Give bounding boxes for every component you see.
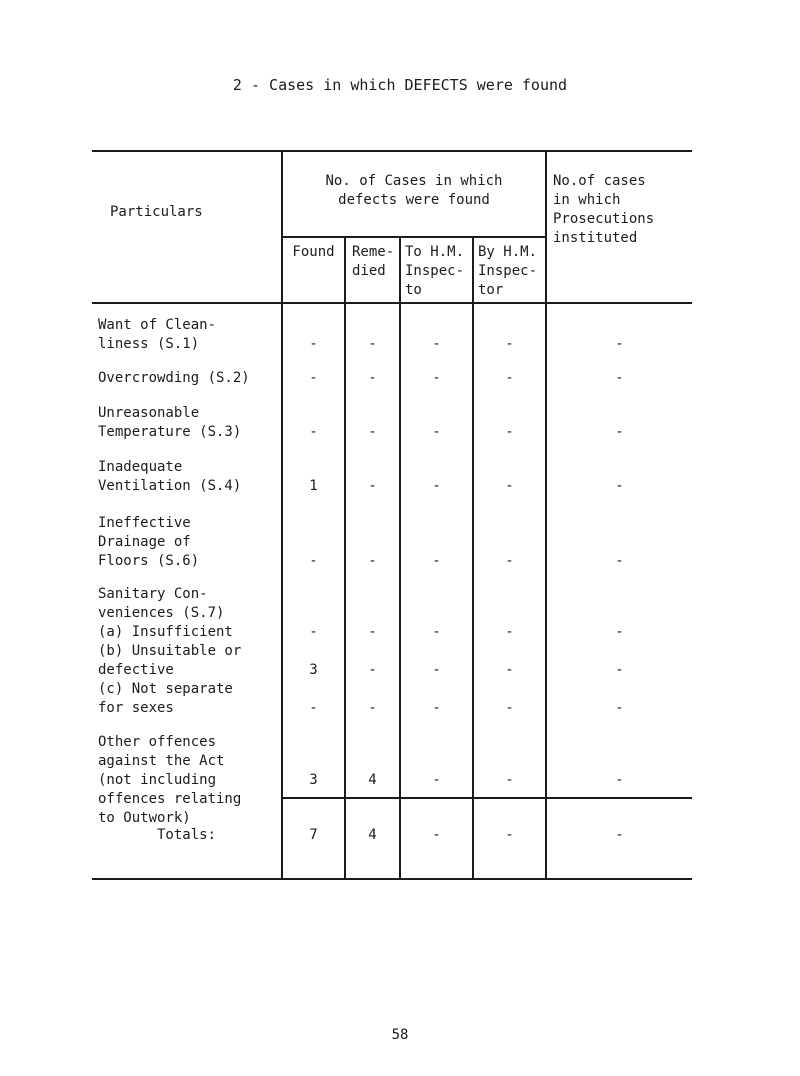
page-number: 58	[391, 1027, 409, 1043]
header-prosecutions: No.of cases in which Prosecutions instituted	[553, 173, 655, 246]
row-sanitary-insufficient-to-hm: -	[432, 624, 441, 640]
row-label-ventilation: Inadequate Ventilation (S.4)	[98, 459, 242, 494]
row-overcrowding-prosecutions: -	[615, 370, 624, 386]
header-by-hm: By H.M. Inspec- tor	[478, 244, 538, 298]
row-overcrowding-remedied: -	[368, 370, 377, 386]
header-particulars: Particulars	[110, 204, 203, 220]
row-ventilation-found: 1	[309, 478, 318, 494]
row-label-drainage: Ineffective Drainage of Floors (S.6)	[98, 515, 200, 569]
header-found: Found	[292, 244, 335, 260]
row-unsuitable-to-hm: -	[432, 662, 441, 678]
row-temperature-by-hm: -	[505, 424, 514, 440]
row-temperature-prosecutions: -	[615, 424, 624, 440]
header-to-hm: To H.M. Inspec- to	[405, 244, 465, 298]
row-not-separate-remedied: -	[368, 700, 377, 716]
row-other-offences-remedied: 4	[368, 772, 377, 788]
row-cleanliness-to-hm: -	[432, 336, 441, 352]
subheader-rule	[283, 236, 547, 238]
header-bottom-rule	[92, 302, 692, 304]
row-overcrowding-to-hm: -	[432, 370, 441, 386]
row-drainage-by-hm: -	[505, 553, 514, 569]
row-cleanliness-found: -	[309, 336, 318, 352]
row-ventilation-to-hm: -	[432, 478, 441, 494]
row-sanitary-insufficient-prosecutions: -	[615, 624, 624, 640]
totals-to-hm: -	[432, 827, 441, 843]
row-overcrowding-by-hm: -	[505, 370, 514, 386]
totals-label: Totals:	[156, 827, 216, 843]
row-label-other-offences: Other offences against the Act (not including offences relating to Outwork)	[98, 734, 242, 826]
header-group: No. of Cases in which defects were found	[325, 173, 503, 208]
row-temperature-found: -	[309, 424, 318, 440]
row-drainage-prosecutions: -	[615, 553, 624, 569]
row-drainage-remedied: -	[368, 553, 377, 569]
row-label-overcrowding: Overcrowding (S.2)	[98, 370, 250, 386]
row-sanitary-insufficient-found: -	[309, 624, 318, 640]
row-not-separate-found: -	[309, 700, 318, 716]
row-cleanliness-remedied: -	[368, 336, 377, 352]
row-not-separate-prosecutions: -	[615, 700, 624, 716]
row-overcrowding-found: -	[309, 370, 318, 386]
row-drainage-to-hm: -	[432, 553, 441, 569]
row-unsuitable-by-hm: -	[505, 662, 514, 678]
row-temperature-remedied: -	[368, 424, 377, 440]
row-unsuitable-found: 3	[309, 662, 318, 678]
row-other-offences-found: 3	[309, 772, 318, 788]
header-remedied: Reme- died	[352, 244, 395, 279]
row-label-sanitary-insufficient: Sanitary Con- veniences (S.7) (a) Insufficient	[98, 586, 233, 640]
row-label-not-separate: (c) Not separate for sexes	[98, 681, 233, 716]
totals-found: 7	[309, 827, 318, 843]
row-other-offences-by-hm: -	[505, 772, 514, 788]
row-sanitary-insufficient-remedied: -	[368, 624, 377, 640]
totals-by-hm: -	[505, 827, 514, 843]
row-ventilation-remedied: -	[368, 478, 377, 494]
row-not-separate-by-hm: -	[505, 700, 514, 716]
row-label-temperature: Unreasonable Temperature (S.3)	[98, 405, 242, 440]
row-ventilation-by-hm: -	[505, 478, 514, 494]
row-sanitary-insufficient-by-hm: -	[505, 624, 514, 640]
table-top-rule	[92, 150, 692, 152]
col-rule-by-hm	[545, 150, 547, 879]
row-label-unsuitable: (b) Unsuitable or defective	[98, 643, 242, 678]
row-cleanliness-prosecutions: -	[615, 336, 624, 352]
page-title: 2 - Cases in which DEFECTS were found	[232, 76, 568, 94]
totals-remedied: 4	[368, 827, 377, 843]
table-bottom-rule	[92, 878, 692, 880]
row-temperature-to-hm: -	[432, 424, 441, 440]
row-cleanliness-by-hm: -	[505, 336, 514, 352]
row-other-offences-prosecutions: -	[615, 772, 624, 788]
row-unsuitable-remedied: -	[368, 662, 377, 678]
row-not-separate-to-hm: -	[432, 700, 441, 716]
totals-prosecutions: -	[615, 827, 624, 843]
row-drainage-found: -	[309, 553, 318, 569]
row-unsuitable-prosecutions: -	[615, 662, 624, 678]
row-other-offences-to-hm: -	[432, 772, 441, 788]
row-ventilation-prosecutions: -	[615, 478, 624, 494]
row-label-cleanliness: Want of Clean- liness (S.1)	[98, 317, 217, 352]
